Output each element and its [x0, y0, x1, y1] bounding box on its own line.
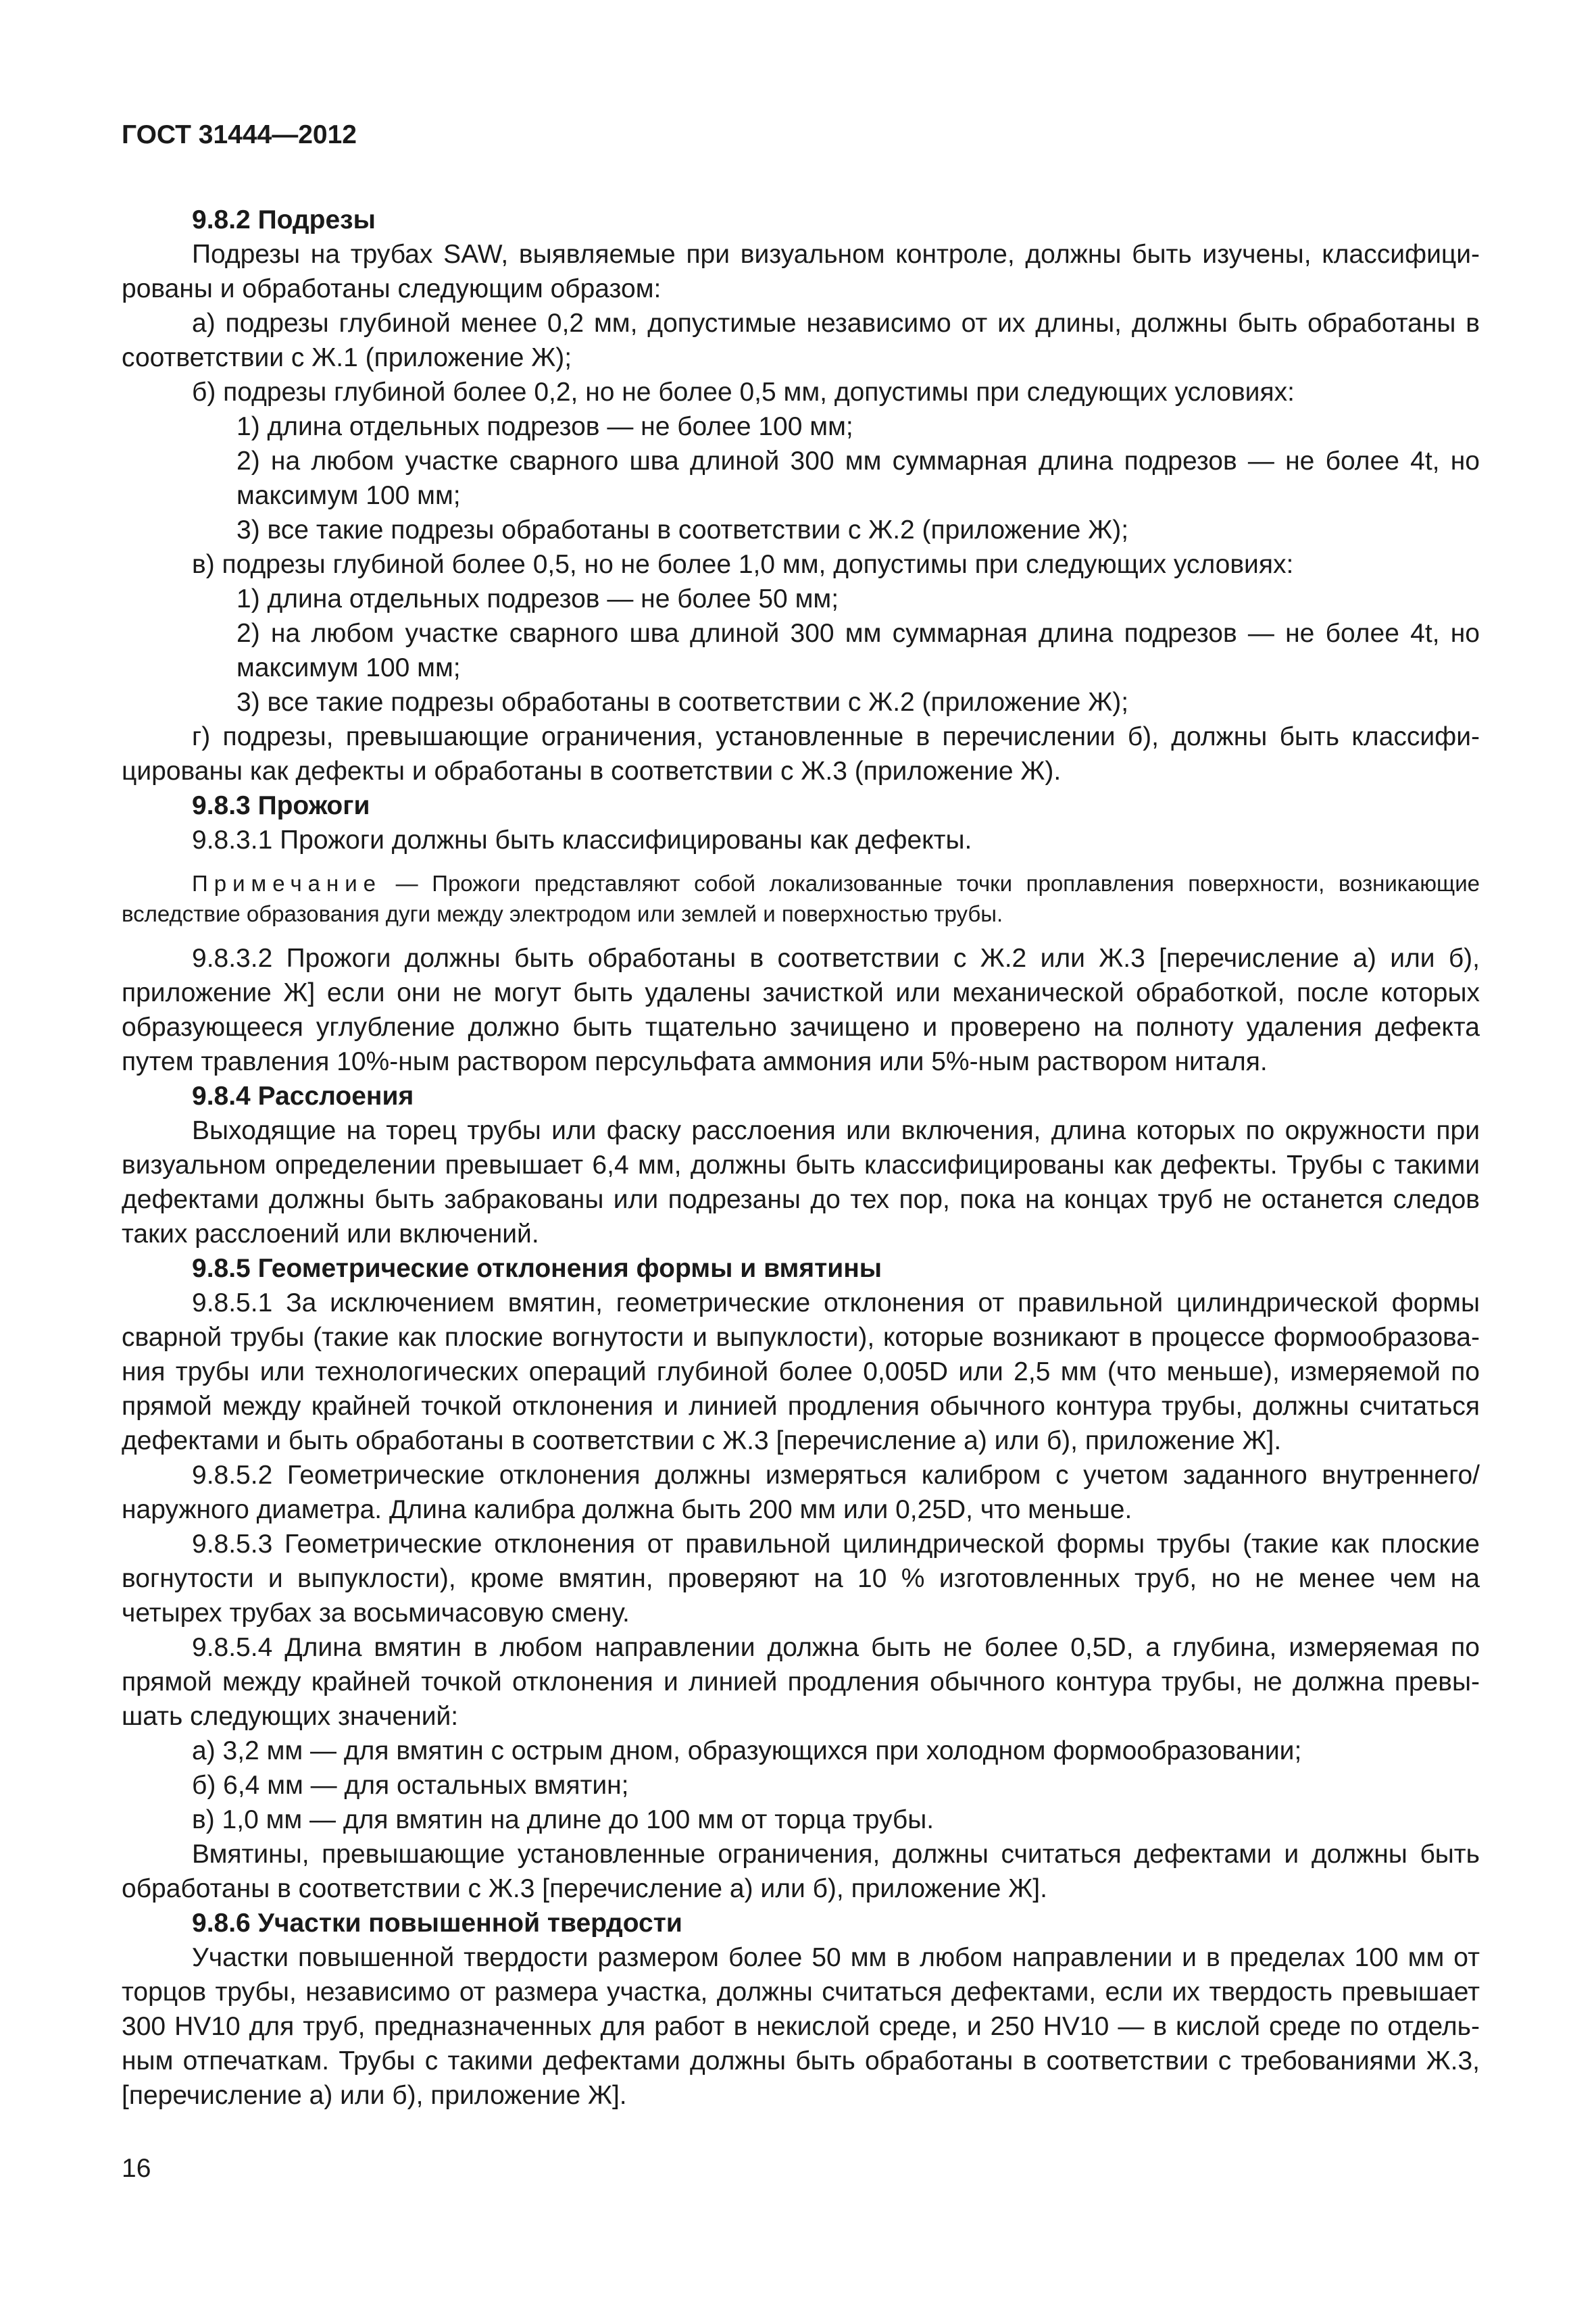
heading-9-8-4: 9.8.4 Расслоения	[192, 1082, 414, 1111]
paragraph-9-8-5-3: 9.8.5.3 Геометрические отклонения от правильной цилиндрической формы трубы (такие как плоские вогнутости и выпуклости), кроме вмятин, проверяют на 10 % изготовленных труб, но не менее чем на четырех трубах за восьмичасовую смену.	[122, 1530, 1480, 1628]
paragraph-9-8-3-2: 9.8.3.2 Прожоги должны быть обработаны в соответствии с Ж.2 или Ж.3 [перечисление а) или б), приложение Ж] если они не могут быть удалены зачисткой или механической обработкой, после которых образующееся углубление должно быть тщательно зачищено и проверено на полноту удаления дефекта путем травления 10%-ным раствором персульфата аммония или 5%-ным раствором ниталя.	[122, 944, 1480, 1076]
list-item-9-8-5-4-c: в) 1,0 мм — для вмятин на длине до 100 мм от торца трубы.	[192, 1805, 934, 1834]
sub-item-9-8-2-b3: 3) все такие подрезы обработаны в соответствии с Ж.2 (приложение Ж);	[236, 515, 1129, 545]
page-number: 16	[122, 2154, 151, 2183]
list-item-9-8-5-4-b: б) 6,4 мм — для остальных вмятин;	[192, 1771, 629, 1800]
paragraph-9-8-3-1: 9.8.3.1 Прожоги должны быть классифицированы как дефекты.	[192, 826, 972, 855]
list-item-9-8-2-c: в) подрезы глубиной более 0,5, но не более 1,0 мм, допустимы при следующих условиях:	[192, 550, 1294, 579]
sub-item-9-8-2-c2: 2) на любом участке сварного шва длиной 300 мм суммарная длина подрезов — не более 4t, но максимум 100 мм;	[236, 619, 1480, 682]
paragraph-9-8-2-intro: Подрезы на трубах SAW, выявляемые при визуальном контроле, должны быть изучены, классифицированы и обработаны следующим образом:	[122, 240, 1480, 303]
sub-item-9-8-2-c3: 3) все такие подрезы обработаны в соответствии с Ж.2 (приложение Ж);	[236, 688, 1129, 717]
sub-item-9-8-2-b2: 2) на любом участке сварного шва длиной 300 мм суммарная длина подрезов — не более 4t, но максимум 100 мм;	[236, 447, 1480, 510]
paragraph-9-8-5-4: 9.8.5.4 Длина вмятин в любом направлении должна быть не более 0,5D, а глубина, измеряемая по прямой между крайней точкой отклонения и линией продления обычного контура трубы, не должна превышать следующих значений:	[122, 1633, 1480, 1731]
document-header: ГОСТ 31444—2012	[122, 120, 357, 149]
heading-9-8-6: 9.8.6 Участки повышенной твердости	[192, 1909, 682, 1938]
list-item-9-8-2-b: б) подрезы глубиной более 0,2, но не более 0,5 мм, допустимы при следующих условиях:	[192, 378, 1295, 407]
list-item-9-8-5-4-a: а) 3,2 мм — для вмятин с острым дном, образующихся при холодном формообразовании;	[192, 1736, 1302, 1765]
list-item-9-8-2-d: г) подрезы, превышающие ограничения, установленные в перечислении б), должны быть классифицированы как дефекты и обработаны в соответствии с Ж.3 (приложение Ж).	[122, 722, 1480, 786]
paragraph-9-8-5-1: 9.8.5.1 За исключением вмятин, геометрические отклонения от правильной цилиндрической формы сварной трубы (такие как плоские вогнутости и выпуклости), которые возникают в процессе формообразования трубы или технологических операций глубиной более 0,005D или 2,5 мм (что меньше), измеряемой по прямой между крайней точкой отклонения и линией продления обычного контура трубы, должны считаться дефектами и быть обработаны в соответствии с Ж.3 [перечисление а) или б), приложение Ж].	[122, 1288, 1480, 1455]
note-text: — Прожоги представляют собой локализованные точки проплавления поверхности, возникающие вследствие образования дуги между электродом или землей и поверхностью трубы.	[122, 871, 1480, 926]
sub-item-9-8-2-b1: 1) длина отдельных подрезов — не более 100 мм;	[236, 412, 853, 441]
heading-9-8-3: 9.8.3 Прожоги	[192, 791, 370, 820]
note-9-8-3	[122, 868, 1480, 929]
paragraph-9-8-5-2: 9.8.5.2 Геометрические отклонения должны измеряться калибром с учетом заданного внутреннего/наружного диаметра. Длина калибра должна быть 200 мм или 0,25D, что меньше.	[122, 1461, 1480, 1524]
sub-item-9-8-2-c1: 1) длина отдельных подрезов — не более 50 мм;	[236, 584, 839, 613]
document-body	[122, 203, 1480, 2113]
paragraph-9-8-5-5: Вмятины, превышающие установленные ограничения, должны считаться дефектами и должны быть обработаны в соответствии с Ж.3 [перечисление а) или б), приложение Ж].	[122, 1840, 1480, 1903]
heading-9-8-5: 9.8.5 Геометрические отклонения формы и вмятины	[192, 1254, 882, 1283]
list-item-9-8-2-a: а) подрезы глубиной менее 0,2 мм, допустимые независимо от их длины, должны быть обработаны в соответствии с Ж.1 (приложение Ж);	[122, 309, 1480, 372]
heading-9-8-2: 9.8.2 Подрезы	[192, 205, 376, 234]
paragraph-9-8-6: Участки повышенной твердости размером более 50 мм в любом направлении и в пределах 100 мм от торцов трубы, независимо от размера участка, должны считаться дефектами, если их твердость превышает 300 HV10 для труб, предназначенных для работ в некислой среде, и 250 HV10 — в кислой среде по отдельным отпечаткам. Трубы с такими дефектами должны быть обработаны в соответствии с требованиями Ж.3, [перечисление а) или б), приложение Ж].	[122, 1943, 1480, 2110]
paragraph-9-8-4: Выходящие на торец трубы или фаску расслоения или включения, длина которых по окружности при визуальном определении превышает 6,4 мм, должны быть классифицированы как дефекты. Трубы с такими дефектами должны быть забракованы или подрезаны до тех пор, пока на концах труб не останется следов таких расслоений или включений.	[122, 1116, 1480, 1249]
note-label: Примечание	[192, 871, 382, 896]
